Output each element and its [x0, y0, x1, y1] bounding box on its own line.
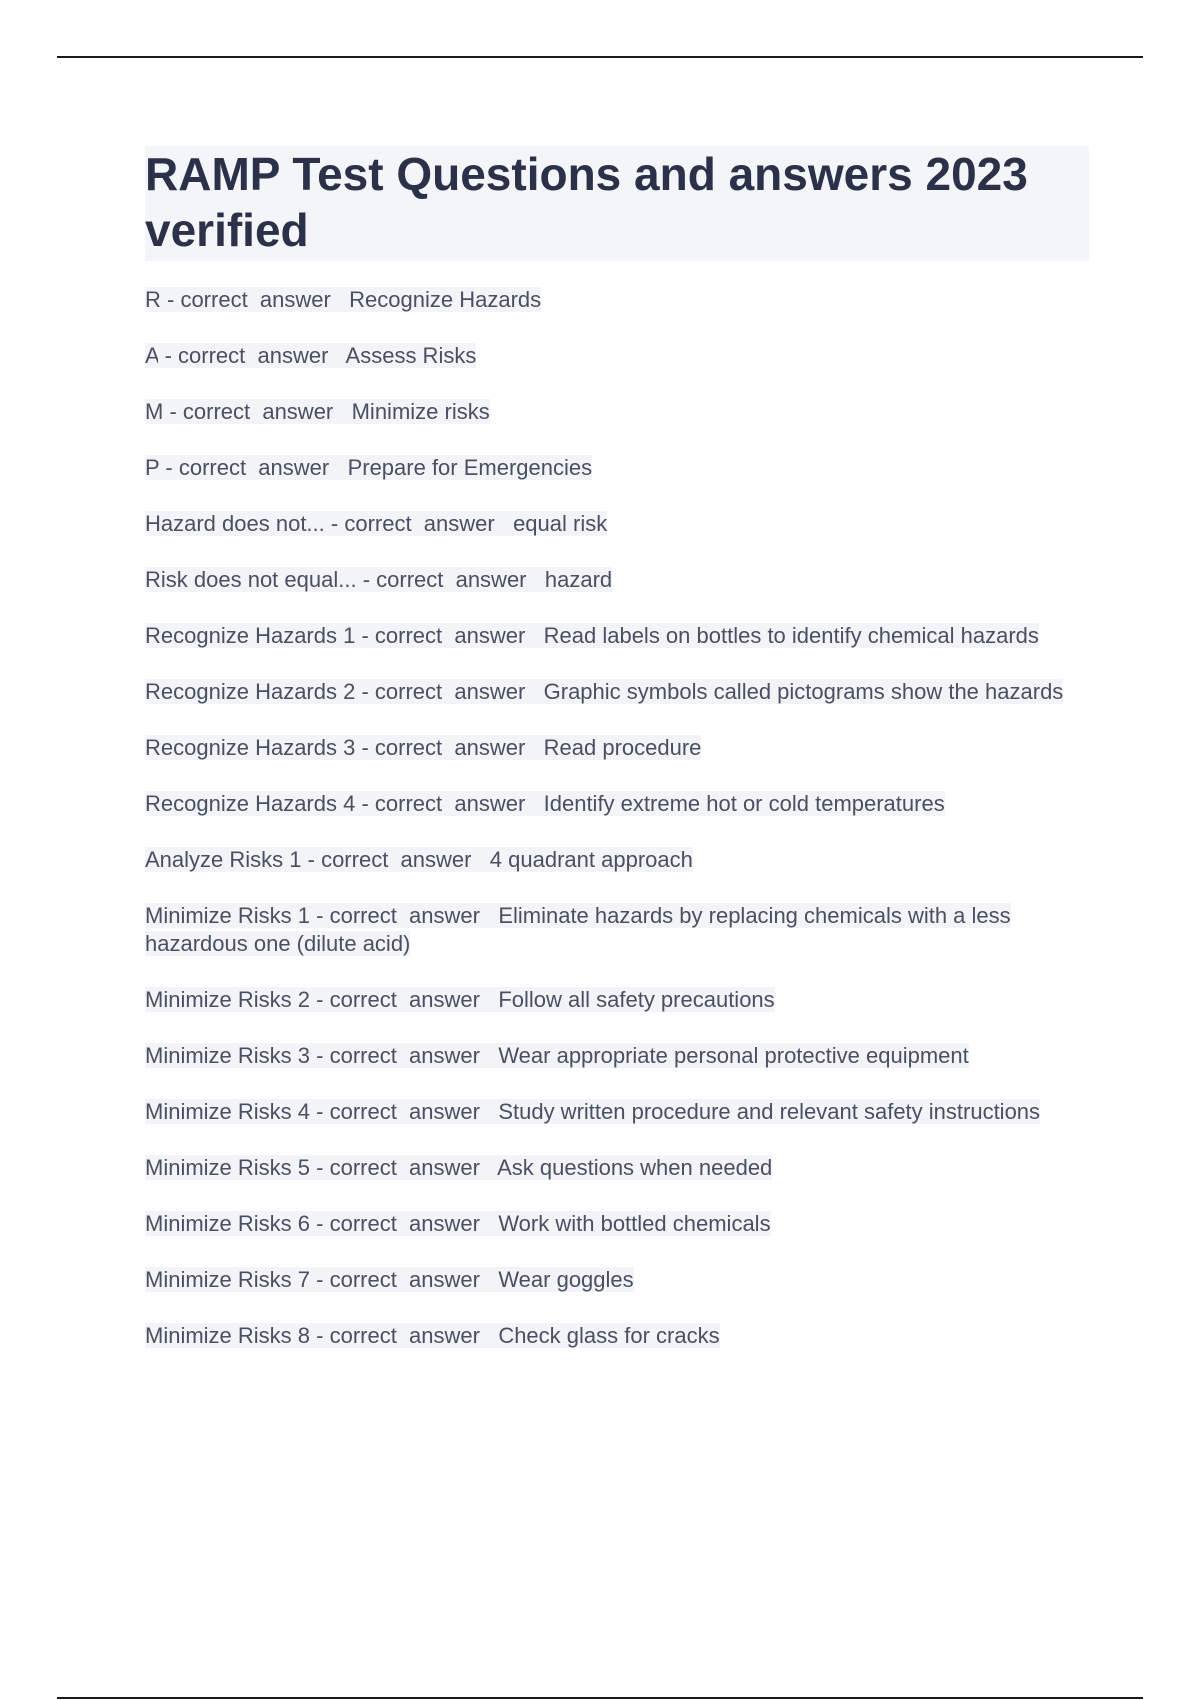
qa-item	[145, 1266, 1075, 1294]
qa-item	[145, 902, 1075, 958]
qa-answer: Recognize Hazards	[349, 287, 542, 312]
qa-answer: Prepare for Emergencies	[347, 455, 593, 480]
qa-separator: - correct answer	[310, 903, 499, 928]
qa-question: Recognize Hazards 3	[145, 735, 356, 760]
qa-separator: - correct answer	[310, 1099, 499, 1124]
qa-question: Minimize Risks 3	[145, 1043, 311, 1068]
qa-separator: - correct answer	[301, 847, 490, 872]
qa-separator: - correct answer	[160, 287, 350, 312]
qa-question: Minimize Risks 4	[145, 1099, 311, 1124]
qa-question: Minimize Risks 6	[145, 1211, 311, 1236]
qa-question: Minimize Risks 5	[145, 1155, 311, 1180]
qa-answer: Check glass for cracks	[498, 1323, 720, 1348]
qa-separator: - correct answer	[310, 1323, 499, 1348]
qa-separator: - correct answer	[355, 735, 544, 760]
qa-answer: Identify extreme hot or cold temperatures	[543, 791, 945, 816]
qa-question: Risk does not equal...	[145, 567, 357, 592]
qa-separator: - correct answer	[310, 1211, 499, 1236]
qa-separator: - correct answer	[159, 455, 348, 480]
qa-item	[145, 734, 1075, 762]
qa-answer: Read procedure	[543, 735, 702, 760]
qa-separator: - correct answer	[310, 1043, 499, 1068]
bottom-rule	[57, 1697, 1143, 1699]
qa-answer: Wear appropriate personal protective equipment	[498, 1043, 969, 1068]
qa-item	[145, 510, 1075, 538]
qa-item	[145, 566, 1075, 594]
qa-answer: Study written procedure and relevant safety instructions	[498, 1099, 1041, 1124]
qa-separator: - correct answer	[355, 679, 544, 704]
qa-item	[145, 398, 1075, 426]
qa-item	[145, 1322, 1075, 1350]
document-body	[145, 146, 1089, 1350]
qa-question: R	[145, 287, 161, 312]
qa-separator: - correct answer	[158, 343, 346, 368]
qa-answer: Read labels on bottles to identify chemical hazards	[543, 623, 1039, 648]
top-rule	[57, 56, 1143, 58]
qa-answer: hazard	[544, 567, 613, 592]
qa-answer: Wear goggles	[498, 1267, 634, 1292]
qa-separator: - correct answer	[324, 511, 514, 536]
qa-separator: - correct answer	[310, 1155, 498, 1180]
qa-question: M	[145, 399, 164, 424]
qa-item	[145, 1210, 1075, 1238]
qa-item	[145, 846, 1075, 874]
qa-question: A	[145, 343, 159, 368]
qa-answer: Eliminate hazards by replacing chemicals with a less hazardous one (dilute acid)	[145, 903, 1011, 956]
qa-question: Analyze Risks 1	[145, 847, 302, 872]
qa-item	[145, 286, 1075, 314]
qa-item	[145, 622, 1075, 650]
qa-question: Recognize Hazards 4	[145, 791, 356, 816]
qa-question: P	[145, 455, 160, 480]
qa-answer: Assess Risks	[345, 343, 477, 368]
qa-separator: - correct answer	[355, 623, 544, 648]
qa-answer: Minimize risks	[351, 399, 490, 424]
qa-item	[145, 1042, 1075, 1070]
qa-question: Recognize Hazards 2	[145, 679, 356, 704]
qa-answer: Graphic symbols called pictograms show the hazards	[543, 679, 1064, 704]
qa-item	[145, 678, 1075, 706]
qa-separator: - correct answer	[163, 399, 352, 424]
qa-item	[145, 790, 1075, 818]
qa-separator: - correct answer	[310, 1267, 499, 1292]
qa-list	[145, 286, 1089, 1350]
qa-item	[145, 454, 1075, 482]
qa-question: Minimize Risks 1	[145, 903, 311, 928]
qa-answer: equal risk	[513, 511, 608, 536]
document-title: RAMP Test Questions and answers 2023 verified	[145, 146, 1089, 261]
qa-question: Minimize Risks 2	[145, 987, 311, 1012]
qa-item	[145, 986, 1075, 1014]
qa-question: Minimize Risks 8	[145, 1323, 311, 1348]
qa-answer: Ask questions when needed	[497, 1155, 773, 1180]
qa-separator: - correct answer	[356, 567, 545, 592]
qa-question: Hazard does not...	[145, 511, 325, 536]
qa-question: Minimize Risks 7	[145, 1267, 311, 1292]
qa-item	[145, 1098, 1075, 1126]
qa-separator: - correct answer	[310, 987, 499, 1012]
qa-answer: 4 quadrant approach	[489, 847, 693, 872]
qa-question: Recognize Hazards 1	[145, 623, 356, 648]
qa-answer: Follow all safety precautions	[498, 987, 775, 1012]
qa-item	[145, 1154, 1075, 1182]
qa-item	[145, 342, 1075, 370]
qa-answer: Work with bottled chemicals	[498, 1211, 771, 1236]
qa-separator: - correct answer	[355, 791, 544, 816]
